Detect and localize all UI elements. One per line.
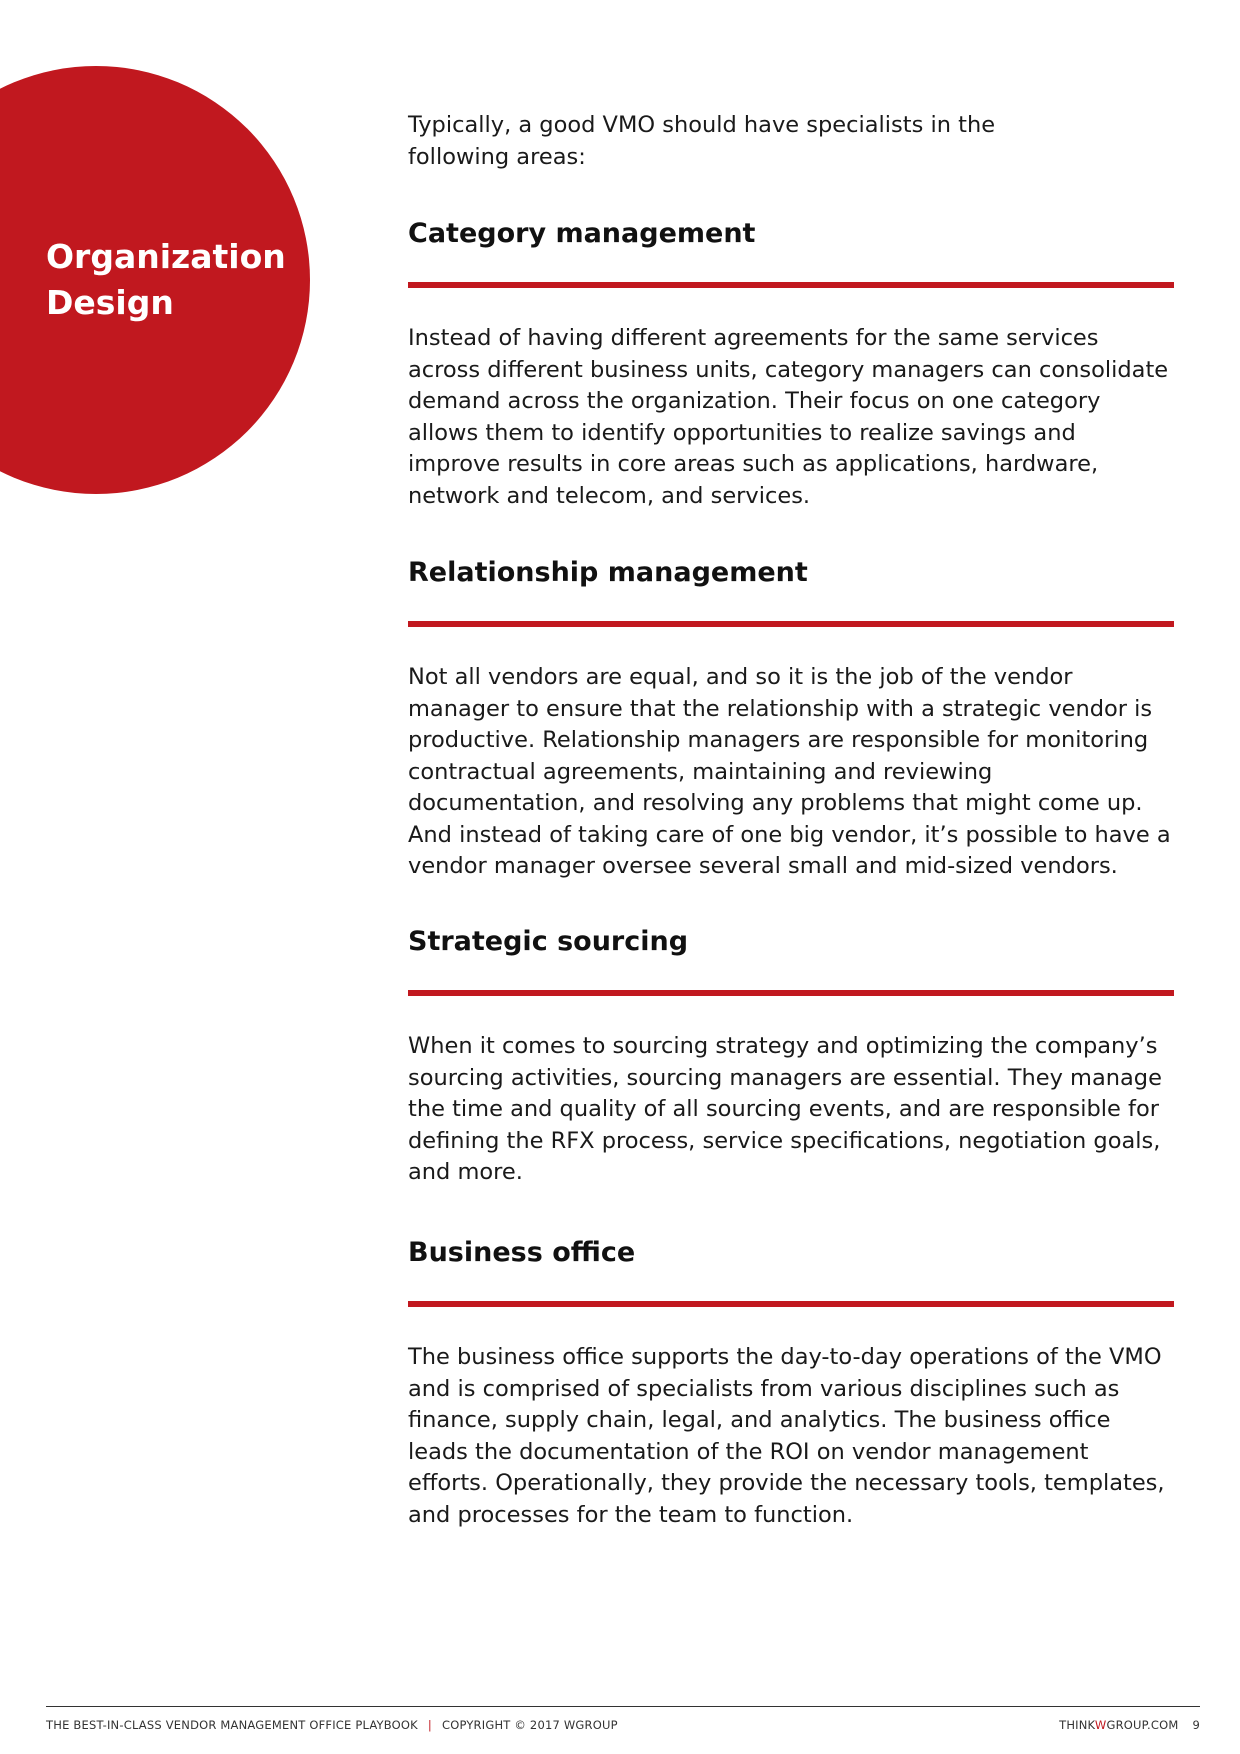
heading-divider [408, 990, 1174, 996]
heading-divider [408, 1301, 1174, 1307]
heading-divider [408, 621, 1174, 627]
site-suffix: GROUP.COM [1106, 1718, 1179, 1732]
section-title-line1: Organization [46, 237, 286, 276]
main-content [408, 110, 1174, 1528]
footer-right [1059, 1718, 1200, 1732]
intro-paragraph: Typically, a good VMO should have specialists in the following areas: [408, 112, 996, 170]
footer-divider [46, 1706, 1200, 1707]
section-body: Instead of having different agreements for the same services across different business units, category managers can consolidate demand across the organization. Their focus on one category allows them to identify opportunities to realize savings and improve results in core areas such as applications, hardware, network and telecom, and services. [408, 325, 1169, 509]
footer-playbook-title: THE BEST-IN-CLASS VENDOR MANAGEMENT OFFICE PLAYBOOK [46, 1718, 418, 1732]
section-category-management [408, 216, 1174, 512]
section-relationship-management [408, 555, 1174, 883]
footer-separator: | [427, 1718, 432, 1732]
section-title-line2: Design [46, 283, 174, 322]
section-strategic-sourcing [408, 924, 1174, 1189]
section-heading: Category management [408, 218, 756, 249]
site-w: W [1094, 1718, 1107, 1732]
section-heading: Strategic sourcing [408, 926, 689, 957]
section-body: The business office supports the day-to-day operations of the VMO and is comprised of specialists from various disciplines such as finance, supply chain, legal, and analytics. The business office leads the documentation of the ROI on vendor management efforts. Operationally, they provide the necessary tools, templates, and processes for the team to function. [408, 1344, 1165, 1528]
footer-copyright: COPYRIGHT © 2017 WGROUP [441, 1718, 618, 1732]
footer-website-link[interactable] [1059, 1718, 1178, 1732]
heading-divider [408, 282, 1174, 288]
footer-left [46, 1718, 618, 1732]
page-number: 9 [1192, 1718, 1200, 1732]
section-body: When it comes to sourcing strategy and optimizing the company’s sourcing activities, sourcing managers are essential. They manage the time and quality of all sourcing events, and are responsible for defining the RFX process, service specifications, negotiation goals, and more. [408, 1033, 1162, 1185]
section-heading: Business office [408, 1237, 636, 1268]
site-prefix: THINK [1059, 1718, 1095, 1732]
section-body: Not all vendors are equal, and so it is the job of the vendor manager to ensure that the relationship with a strategic vendor is productive. Relationship managers are responsible for monitoring contractual agreements, maintaining and reviewing documentation, and resolving any problems that might come up. And instead of taking care of one big vendor, it’s possible to have a vendor manager oversee several small and mid-sized vendors. [408, 664, 1171, 879]
section-business-office [408, 1235, 1174, 1531]
section-heading: Relationship management [408, 557, 808, 588]
section-title [46, 234, 306, 326]
